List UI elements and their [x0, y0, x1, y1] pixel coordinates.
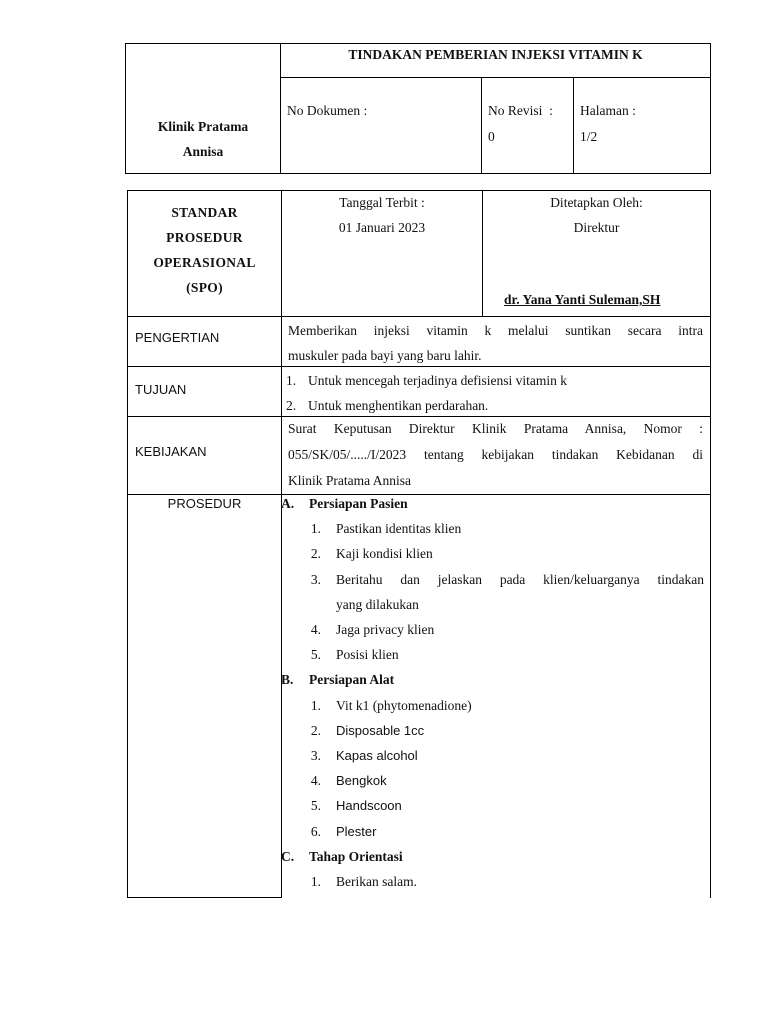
section-letter: C. [281, 848, 295, 864]
kebijakan-line1: Surat Keputusan Direktur Klinik Pratama Annisa, Nomor : [288, 421, 703, 436]
list-item-text: yang dilakukan [336, 596, 419, 612]
list-item-text: Posisi klien [336, 647, 399, 663]
list-item-text: Handscoon [336, 798, 402, 814]
list-item: 1. Untuk mencegah terjadinya defisiensi vitamin k [286, 373, 568, 388]
list-item: 3. Beritahu dan jelaskan pada klien/keluarganya tindakan [281, 567, 704, 592]
revision-label: No Revisi : [488, 103, 553, 118]
list-item: 2. Untuk menghentikan perdarahan. [286, 398, 489, 413]
spo-line2: PROSEDUR [166, 230, 243, 245]
pengertian-line2: muskuler pada bayi yang baru lahir. [288, 348, 482, 363]
list-item: 1. Vit k1 (phytomenadione) [310, 697, 472, 713]
pengertian-text [288, 318, 703, 368]
list-item: 2. Kaji kondisi klien [310, 546, 433, 562]
kebijakan-line2: 055/SK/05/...../I/2023 tentang kebijakan tindakan Kebidanan di [288, 447, 703, 462]
list-item-text: Kapas alcohol [336, 748, 418, 764]
section-title: Persiapan Alat [309, 672, 395, 688]
spo-line4: (SPO) [186, 280, 223, 295]
list-item-text: Vit k1 (phytomenadione) [336, 697, 472, 713]
list-item-text: Disposable 1cc [336, 722, 425, 738]
list-item-text: Plester [336, 823, 377, 839]
section-heading [281, 667, 704, 692]
list-item: 1. Berikan salam. [310, 874, 417, 890]
tujuan-label: TUJUAN [135, 382, 187, 397]
list-item: 5. Posisi klien [310, 647, 399, 663]
approval-label: Ditetapkan Oleh: [550, 195, 643, 210]
list-item-text: Jaga privacy klien [336, 622, 435, 638]
spo-line1: STANDAR [171, 205, 238, 220]
tujuan-item-1: Untuk mencegah terjadinya defisiensi vitamin k [308, 373, 568, 388]
revision-value: 0 [488, 129, 495, 144]
clinic-name-line2: Annisa [182, 144, 224, 159]
section-letter: A. [281, 496, 295, 511]
list-item: 5. Handscoon [310, 798, 402, 814]
kebijakan-label: KEBIJAKAN [135, 444, 207, 459]
list-item: 4. Bengkok [310, 773, 387, 789]
issue-date [282, 190, 482, 240]
list-item: 6. Plester [310, 823, 377, 839]
spo-line3: OPERASIONAL [153, 255, 256, 270]
spo-label [128, 200, 281, 300]
list-item-text: Bengkok [336, 773, 387, 789]
kebijakan-text [288, 416, 703, 494]
signatory-name: dr. Yana Yanti Suleman,SH [504, 292, 661, 307]
list-item-text: Pastikan identitas klien [336, 521, 462, 537]
section-letter: B. [281, 672, 294, 688]
prosedur-content [281, 491, 704, 894]
tujuan-item-2: Untuk menghentikan perdarahan. [308, 398, 489, 413]
clinic-name [126, 114, 280, 164]
list-item: 2. Disposable 1cc [310, 722, 425, 738]
list-item: 3. Kapas alcohol [310, 748, 418, 764]
section-heading [281, 491, 704, 516]
approval [483, 190, 710, 240]
approval-role: Direktur [573, 220, 620, 235]
list-item-continuation [281, 592, 704, 617]
pengertian-label: PENGERTIAN [135, 330, 220, 345]
page-value: 1/2 [580, 129, 598, 144]
section-title: Persiapan Pasien [309, 496, 408, 511]
list-item: 1. Pastikan identitas klien [310, 521, 462, 537]
clinic-name-line1: Klinik Pratama [157, 119, 249, 134]
list-item-text: Kaji kondisi klien [336, 546, 433, 562]
list-item: 4. Jaga privacy klien [310, 622, 435, 638]
pengertian-line1: Memberikan injeksi vitamin k melalui suntikan secara intra [288, 323, 703, 338]
section-heading [281, 844, 704, 869]
list-item-text: Berikan salam. [336, 874, 417, 890]
kebijakan-line3: Klinik Pratama Annisa [288, 473, 411, 488]
issue-date-label: Tanggal Terbit : [339, 195, 425, 210]
page-label: Halaman : [580, 103, 636, 118]
section-title: Tahap Orientasi [309, 848, 403, 864]
document-title: TINDAKAN PEMBERIAN INJEKSI VITAMIN K [348, 47, 643, 62]
list-item-text: Beritahu dan jelaskan pada klien/keluarganya tindakan [336, 571, 704, 587]
issue-date-value: 01 Januari 2023 [338, 220, 426, 235]
prosedur-label: PROSEDUR [167, 496, 242, 511]
tujuan-list [286, 368, 706, 418]
doc-number-label: No Dokumen : [287, 103, 368, 118]
